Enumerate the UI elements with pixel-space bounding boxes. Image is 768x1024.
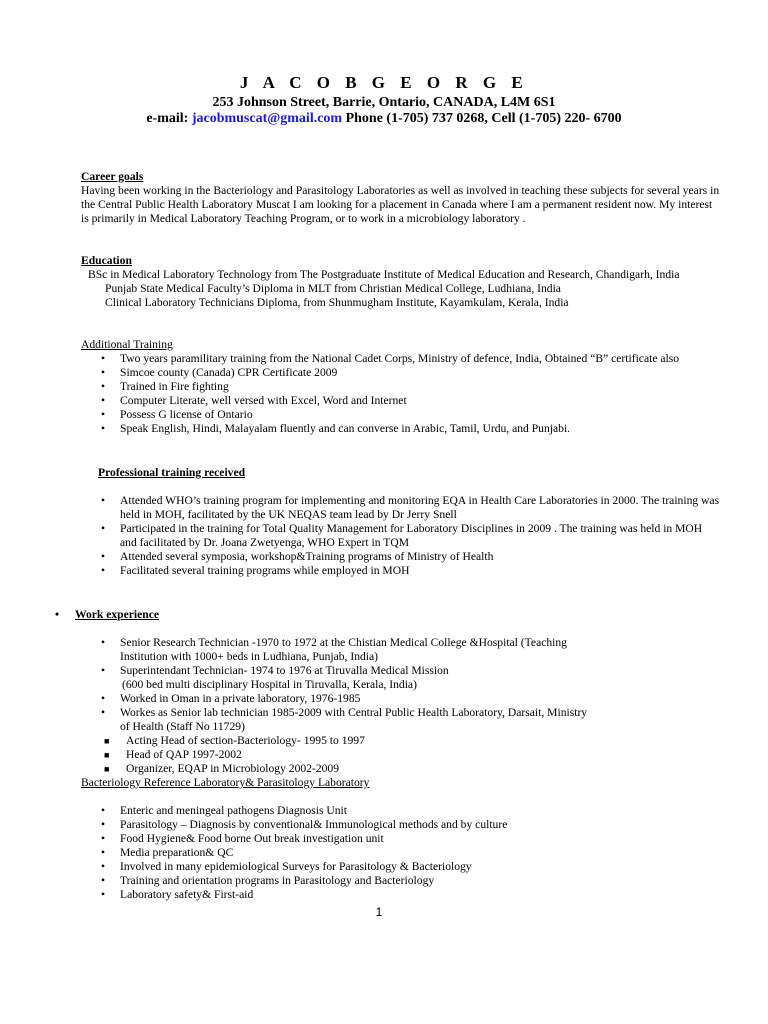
list-item: • Superintendant Technician- 1974 to 1976 at Tiruvalla Medical Mission (600 bed multi disciplinary Hospital in Tiruvalla, Kerala, India): [81, 664, 721, 692]
list-item: • Training and orientation programs in Parasitology and Bacteriology: [81, 874, 721, 888]
additional-training-section: [81, 338, 721, 436]
professional-training-heading: Professional training received: [98, 466, 246, 479]
list-item: • Attended several symposia, workshop&Training programs of Ministry of Health: [81, 550, 721, 564]
list-item: ■ Organizer, EQAP in Microbiology 2002-2009: [81, 762, 721, 776]
list-item: • Participated in the training for Total Quality Management for Laboratory Disciplines in 2009 . The training was held in MOH and facilitated by Dr. Joana Zwetyenga, WHO Expert in TQM: [81, 522, 721, 550]
work-experience-section: [81, 636, 721, 902]
list-item: • Parasitology – Diagnosis by conventional& Immunological methods and by culture: [81, 818, 721, 832]
list-item: • Laboratory safety& First-aid: [81, 888, 721, 902]
address: 253 Johnson Street, Barrie, Ontario, CANADA, L4M 6S1: [212, 95, 556, 110]
career-goals-text: Having been working in the Bacteriology and Parasitology Laboratories as well as involved in teaching these subjects for several years in the Central Public Health Laboratory Muscat I am looking for a placement in Canada where I am a permanent resident now. My interest is primarily in Medical Laboratory Teaching Program, or to work in a microbiology laboratory .: [81, 184, 720, 225]
education-line: Punjab State Medical Faculty’s Diploma in MLT from Christian Medical College, Ludhiana, India: [105, 282, 561, 295]
list-item: • Involved in many epidemiological Surveys for Parasitology & Bacteriology: [81, 860, 721, 874]
phone-numbers: Phone (1-705) 737 0268, Cell (1-705) 220- 6700: [342, 111, 622, 126]
list-item: ■ Head of QAP 1997-2002: [81, 748, 721, 762]
list-item: • Speak English, Hindi, Malayalam fluently and can converse in Arabic, Tamil, Urdu, and Punjabi.: [81, 422, 721, 436]
education-section: [81, 254, 721, 310]
list-item: • Attended WHO’s training program for implementing and monitoring EQA in Health Care Laboratories in 2000. The training was held in MOH, facilitated by the UK NEQAS team lead by Dr Jerry Snell: [81, 494, 721, 522]
list-item: • Worked in Oman in a private laboratory, 1976-1985: [81, 692, 721, 706]
applicant-name: J A C O B G E O R G E: [239, 73, 529, 92]
career-goals-section: [81, 170, 721, 226]
bullet: •: [55, 608, 60, 621]
work-experience-heading: • Work experience: [55, 608, 160, 621]
list-item: • Facilitated several training programs while employed in MOH: [81, 564, 721, 578]
work-experience-sublist: [81, 734, 721, 776]
career-goals-heading: Career goals: [81, 170, 144, 183]
list-item: • Trained in Fire fighting: [81, 380, 721, 394]
bacteriology-reference-list: [81, 804, 721, 902]
education-line: Clinical Laboratory Technicians Diploma, from Shunmugham Institute, Kayamkulam, Kerala, India: [105, 296, 569, 309]
list-item: • Food Hygiene& Food borne Out break investigation unit: [81, 832, 721, 846]
list-item: • Computer Literate, well versed with Excel, Word and Internet: [81, 394, 721, 408]
list-item: • Two years paramilitary training from the National Cadet Corps, Ministry of defence, India, Obtained “B” certificate also: [81, 352, 680, 366]
list-item: • Media preparation& QC: [81, 846, 721, 860]
list-item: • Simcoe county (Canada) CPR Certificate 2009: [81, 366, 721, 380]
list-item: • Workes as Senior lab technician 1985-2009 with Central Public Health Laboratory, Darsait, Ministry of Health (Staff No 11729): [81, 706, 721, 734]
professional-training-section: [81, 466, 721, 578]
education-line: BSc in Medical Laboratory Technology from The Postgraduate Institute of Medical Education and Research, Chandigarh, India: [88, 268, 680, 281]
additional-training-list: [81, 352, 721, 436]
additional-training-heading: Additional Training: [81, 338, 173, 351]
email-link[interactable]: jacobmuscat@gmail.com: [191, 111, 343, 126]
list-item: ■ Acting Head of section-Bacteriology- 1995 to 1997: [81, 734, 721, 748]
email-label: e-mail:: [146, 111, 192, 126]
professional-training-list: [81, 494, 721, 578]
bacteriology-reference-heading: Bacteriology Reference Laboratory& Parasitology Laboratory: [81, 776, 370, 789]
page-number: 1: [375, 905, 383, 919]
education-heading: Education: [81, 254, 132, 267]
list-item: • Enteric and meningeal pathogens Diagnosis Unit: [81, 804, 721, 818]
list-item: • Possess G license of Ontario: [81, 408, 721, 422]
work-experience-list: [81, 636, 721, 734]
list-item: • Senior Research Technician -1970 to 1972 at the Chistian Medical College &Hospital (Teaching Institution with 1000+ beds in Ludhiana, Punjab, India): [81, 636, 721, 664]
contact-line: [0, 110, 768, 127]
